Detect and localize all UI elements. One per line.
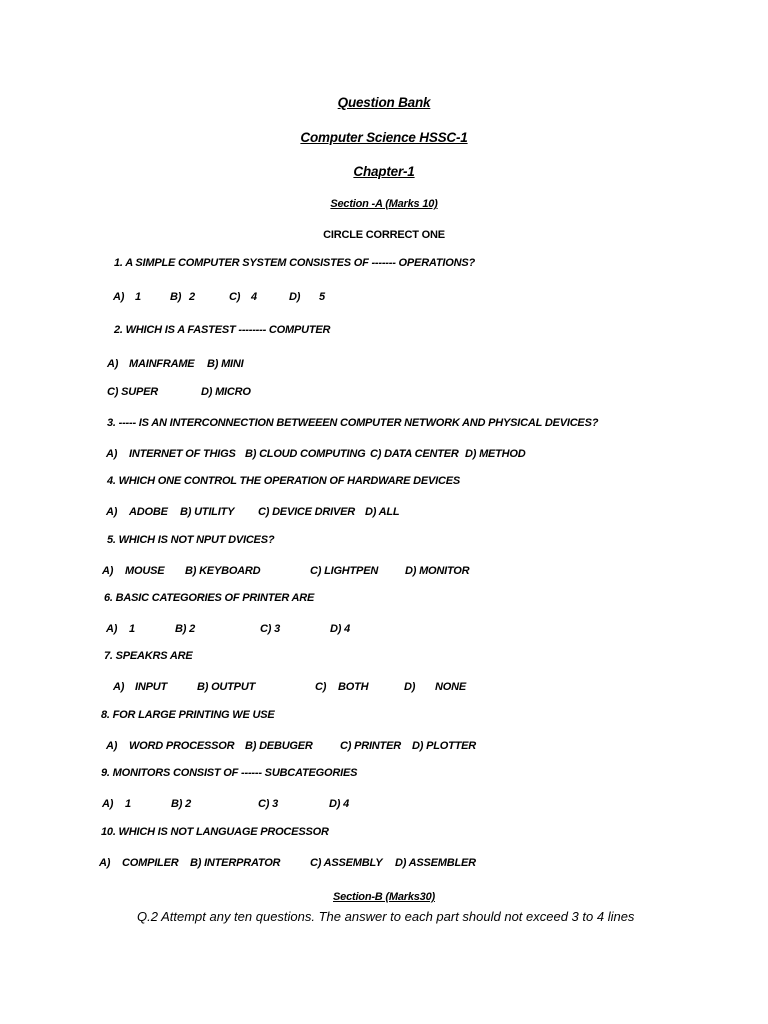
question-5: 5. WHICH IS NOT NPUT DVICES? xyxy=(107,534,275,546)
q4-option-b: B) UTILITY xyxy=(180,506,235,518)
q4-option-a: ADOBE xyxy=(129,506,168,518)
q7-option-d-label: D) xyxy=(404,681,416,693)
q1-option-d-label: D) xyxy=(289,291,301,303)
q6-option-d: D) 4 xyxy=(330,623,350,635)
q1-option-b-label: B) xyxy=(170,291,182,303)
q3-option-b: B) CLOUD COMPUTING xyxy=(245,448,366,460)
question-7: 7. SPEAKRS ARE xyxy=(104,650,193,662)
q8-option-b: B) DEBUGER xyxy=(245,740,313,752)
q3-option-a-label: A) xyxy=(106,448,118,460)
q3-option-a: INTERNET OF THIGS xyxy=(129,448,236,460)
q4-option-c: C) DEVICE DRIVER xyxy=(258,506,356,518)
q8-option-a: WORD PROCESSOR xyxy=(129,740,235,752)
q2-option-a-label: A) xyxy=(107,358,119,370)
q4-option-d: D) ALL xyxy=(365,506,400,518)
section-b-instruction: Q.2 Attempt any ten questions. The answer to each part should not exceed 3 to 4 lines xyxy=(137,909,635,924)
q1-option-b: 2 xyxy=(189,291,195,303)
question-8: 8. FOR LARGE PRINTING WE USE xyxy=(101,709,275,721)
question-3: 3. ----- IS AN INTERCONNECTION BETWEEEN COMPUTER NETWORK AND PHYSICAL DEVICES? xyxy=(107,417,599,429)
q10-option-d: D) ASSEMBLER xyxy=(395,857,476,869)
q5-option-d: D) MONITOR xyxy=(405,565,470,577)
q7-option-b: B) OUTPUT xyxy=(197,681,256,693)
q7-option-a-label: A) xyxy=(113,681,125,693)
q6-option-a: 1 xyxy=(129,623,135,635)
q2-option-d: D) MICRO xyxy=(201,386,251,398)
chapter-heading: Chapter-1 xyxy=(353,164,415,179)
question-4: 4. WHICH ONE CONTROL THE OPERATION OF HARDWARE DEVICES xyxy=(107,475,461,487)
section-a-heading: Section -A (Marks 10) xyxy=(330,198,438,210)
q1-option-a: 1 xyxy=(135,291,141,303)
q6-option-c: C) 3 xyxy=(260,623,280,635)
q6-option-a-label: A) xyxy=(106,623,118,635)
q3-option-c: C) DATA CENTER xyxy=(370,448,459,460)
q2-option-c: C) SUPER xyxy=(107,386,158,398)
subject-heading: Computer Science HSSC-1 xyxy=(300,130,468,145)
q7-option-a: INPUT xyxy=(135,681,168,693)
question-9: 9. MONITORS CONSIST OF ------ SUBCATEGORIES xyxy=(101,767,358,779)
q3-option-d: D) METHOD xyxy=(465,448,526,460)
q1-option-d: 5 xyxy=(319,291,325,303)
q6-option-b: B) 2 xyxy=(175,623,195,635)
question-6: 6. BASIC CATEGORIES OF PRINTER ARE xyxy=(104,592,315,604)
q9-option-a: 1 xyxy=(125,798,131,810)
q5-option-b: B) KEYBOARD xyxy=(185,565,261,577)
q9-option-b: B) 2 xyxy=(171,798,191,810)
q9-option-c: C) 3 xyxy=(258,798,278,810)
q5-option-a-label: A) xyxy=(102,565,114,577)
q10-option-c: C) ASSEMBLY xyxy=(310,857,383,869)
section-b-heading: Section-B (Marks30) xyxy=(333,891,435,903)
q5-option-a: MOUSE xyxy=(125,565,165,577)
q8-option-a-label: A) xyxy=(106,740,118,752)
q9-option-a-label: A) xyxy=(102,798,114,810)
instruction-text: CIRCLE CORRECT ONE xyxy=(323,229,445,241)
q7-option-d: NONE xyxy=(435,681,466,693)
question-10: 10. WHICH IS NOT LANGUAGE PROCESSOR xyxy=(101,826,329,838)
q8-option-c: C) PRINTER xyxy=(340,740,401,752)
q5-option-c: C) LIGHTPEN xyxy=(310,565,379,577)
q10-option-a: COMPILER xyxy=(122,857,179,869)
q1-option-c: 4 xyxy=(251,291,257,303)
q10-option-a-label: A) xyxy=(99,857,111,869)
q1-option-c-label: C) xyxy=(229,291,241,303)
q1-option-a-label: A) xyxy=(113,291,125,303)
q4-option-a-label: A) xyxy=(106,506,118,518)
q2-option-a: MAINFRAME xyxy=(129,358,195,370)
q7-option-c-label: C) xyxy=(315,681,327,693)
q8-option-d: D) PLOTTER xyxy=(412,740,476,752)
question-1: 1. A SIMPLE COMPUTER SYSTEM CONSISTES OF ------- OPERATIONS? xyxy=(114,257,475,269)
q10-option-b: B) INTERPRATOR xyxy=(190,857,281,869)
q7-option-c: BOTH xyxy=(338,681,369,693)
question-2: 2. WHICH IS A FASTEST -------- COMPUTER xyxy=(114,324,331,336)
q9-option-d: D) 4 xyxy=(329,798,349,810)
q2-option-b: B) MINI xyxy=(207,358,244,370)
document-title: Question Bank xyxy=(337,95,431,110)
